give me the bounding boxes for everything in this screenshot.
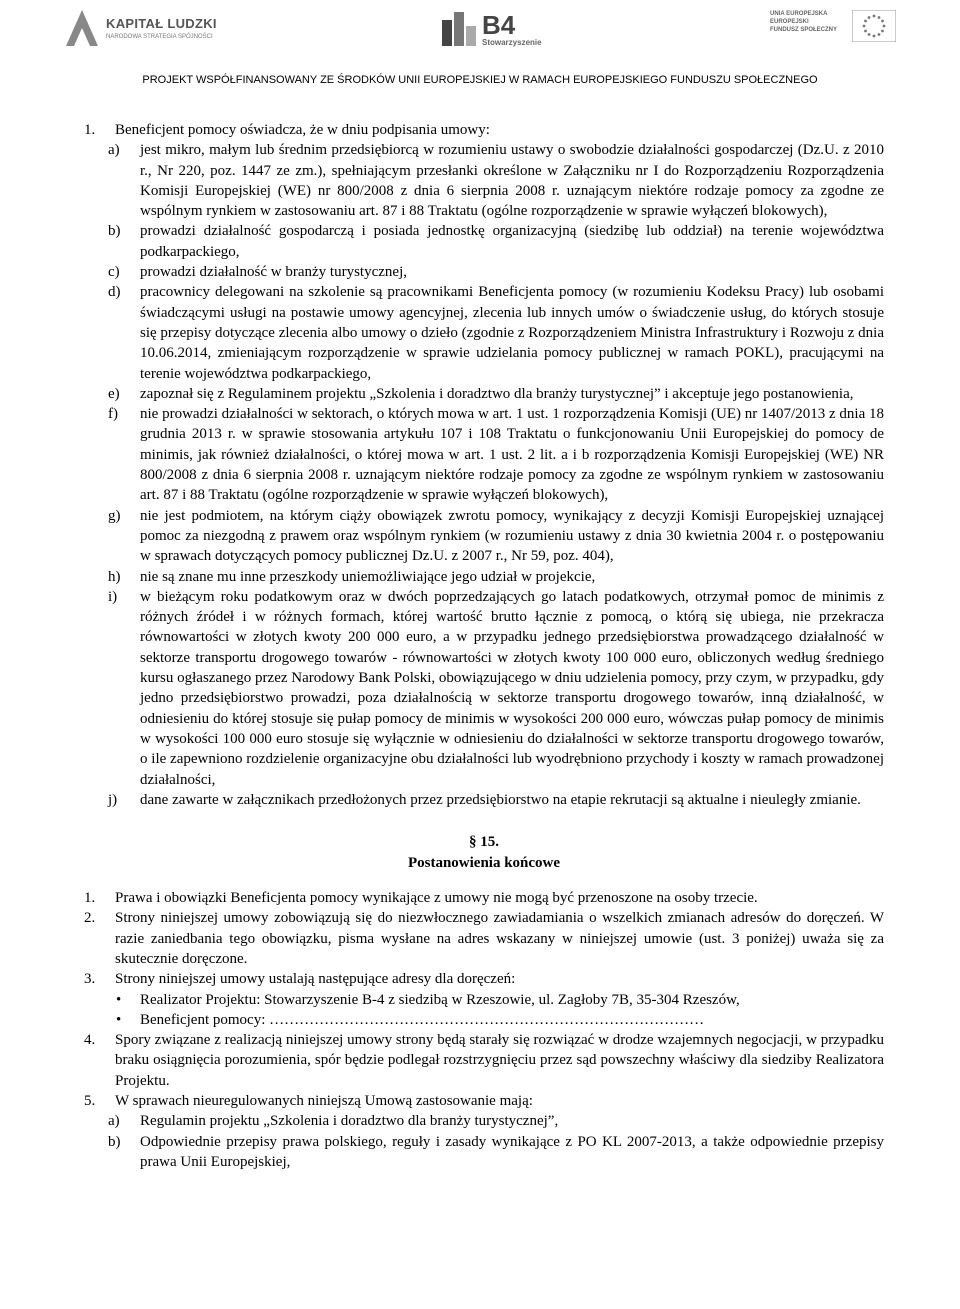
- eu-flag-icon: [852, 10, 896, 42]
- bullet-icon: •: [116, 1011, 122, 1028]
- list-number: 5.: [84, 1093, 96, 1110]
- bullet-item: [84, 1010, 884, 1030]
- subitem-text: prowadzi działalność w branży turystycznej,: [140, 264, 407, 281]
- list-number: 4.: [84, 1032, 96, 1049]
- list-subitem: [84, 506, 884, 567]
- logo-center-title: B4: [482, 10, 516, 40]
- subitem-text: w bieżącym roku podatkowym oraz w dwóch poprzedzających go latach podatkowych, otrzymał pomoc de minimis z różnych źródeł i w różnych formach, której wartość brutto łącznie z pomocą, o którą się ubiega, nie przekracza równowartości w złotych kwoty 200 000 euro, a w przypadku jednego przedsiębiorstwa prowadzącego działalność w sektorze transportu drogowego towarów - równowartości w złotych kwoty 100 000 euro, obliczonych według średniego kursu ogłaszanego przez Narodowy Bank Polski, obowiązującego w dniu udzielenia pomocy, przy czym, w przypadku, gdy jedno przedsiębiorstwo prowadzi, poza działalnością w sektorze transportu drogowego towarów, inną działalność, w odniesieniu do której stosuje się pułap pomocy de minimis w wysokości 200 000 euro, wówczas pułap pomocy de minimis w wysokości 100 000 euro stosuje się wyłącznie w odniesieniu do działalności w sektorze transportu drogowego towarów, o ile zapewniono rozdzielenie organizacyjne obu działalności lub wyodrębniono przychody i koszty w ramach prowadzonej działalności,: [140, 588, 884, 788]
- eu-logo: [770, 10, 900, 46]
- subitem-label: b): [108, 223, 121, 240]
- subitem-label: h): [108, 568, 121, 585]
- list-text: Prawa i obowiązki Beneficjenta pomocy wynikające z umowy nie mogą być przenoszone na osoby trzecie.: [115, 890, 758, 907]
- list-item: [84, 908, 884, 969]
- final-provisions-list: [84, 888, 884, 1172]
- section-number: § 15.: [469, 834, 499, 851]
- list-item: [84, 1091, 884, 1111]
- list-text: Strony niniejszej umowy ustalają następujące adresy dla doręczeń:: [115, 971, 516, 988]
- subitem-text: nie są znane mu inne przeszkody uniemożliwiające jego udział w projekcie,: [140, 568, 596, 585]
- subitem-label: j): [108, 791, 118, 808]
- kapital-ludzki-logo: [62, 6, 232, 50]
- list-subitem: [84, 404, 884, 505]
- list-item: [84, 1030, 884, 1091]
- list-number: 1.: [84, 890, 96, 907]
- list-subitem: [84, 1111, 884, 1131]
- list-text: Spory związane z realizacją niniejszej umowy strony będą starały się rozwiązać w drodze wzajemnych negocjacji, w przypadku braku osiągnięcia porozumienia, spór będzie podlegał rozstrzygnięciu przez sąd powszechny właściwy dla siedziby Realizatora Projektu.: [115, 1032, 884, 1089]
- subitem-text: nie prowadzi działalności w sektorach, o których mowa w art. 1 ust. 1 rozporządzenia Komisji (UE) nr 1407/2013 z dnia 18 grudnia 2013 r. w sprawie stosowania artykułu 107 i 108 Traktatu o funkcjonowaniu Unii Europejskiej do pomocy de minimis, jak również działalności, o której mowa w art. 1 ust. 2 lit. a i b rozporządzenia Komisji Europejskiej (WE) NR 800/2008 z dnia 6 sierpnia 2008 r. uznającym niektóre rodzaje pomocy za zgodne ze wspólnym rynkiem w zastosowaniu art. 87 i 88 Traktatu (ogólne rozporządzenie w sprawie wyłączeń blokowych),: [140, 406, 884, 504]
- section-title: Postanowienia końcowe: [407, 855, 561, 872]
- list-subitem: [84, 140, 884, 221]
- logo-left-title: KAPITAŁ LUDZKI: [106, 16, 217, 31]
- cofinancing-banner: PROJEKT WSPÓŁFINANSOWANY ZE ŚRODKÓW UNII EUROPEJSKIEJ W RAMACH EUROPEJSKIEGO FUNDUSZU SPOŁECZNEGO: [142, 74, 818, 86]
- list-number: 3.: [84, 971, 96, 988]
- subitem-text: pracownicy delegowani na szkolenie są pracownikami Beneficjenta pomocy (w rozumieniu Kodeksu Pracy) lub osobami świadczącymi usługi na postawie umowy agencyjnej, zlecenia lub innych umów o świadczenie usług, do których stosuje się przepisy dotyczące zlecenia albo umowy o dzieło (zgodnie z Rozporządzeniem Ministra Infrastruktury i Rozwoju z dnia 10.06.2014, zmieniającym rozporządzenie w sprawie udzielania pomocy publicznej w ramach POKL), pracującymi na terenie województwa podkarpackiego,: [140, 284, 884, 382]
- eu-logo-text: [770, 10, 837, 34]
- eu-logo-line1: UNIA EUROPEJSKA: [770, 11, 828, 17]
- logo-left-subtitle: NARODOWA STRATEGIA SPÓJNOŚCI: [106, 34, 213, 40]
- bullet-item: [84, 990, 884, 1010]
- list-subitem: [84, 567, 884, 587]
- page-header: [0, 0, 960, 100]
- b4-emblem-icon: [440, 8, 480, 48]
- subitem-label: c): [108, 264, 120, 281]
- kapital-ludzki-emblem-icon: [62, 6, 102, 50]
- subitem-text: nie jest podmiotem, na którym ciąży obowiązek zwrotu pomocy, wynikający z decyzji Komisji Europejskiej uznającej pomoc za niezgodną z prawem oraz wspólnym rynkiem (w rozumieniu ustawy z dnia 30 kwietnia 2004 r. o postępowaniu w sprawach dotyczących pomocy publicznej Dz.U. z 2007 r., Nr 59, poz. 404),: [140, 507, 884, 565]
- list-subitem: [84, 262, 884, 282]
- list-subitem: [84, 790, 884, 810]
- subitem-text: prowadzi działalność gospodarczą i posiada jednostkę organizacyjną (siedzibę lub oddział) na terenie województwa podkarpackiego,: [140, 223, 884, 260]
- list1-item: [84, 120, 884, 140]
- section-heading: [84, 832, 884, 874]
- list-subitem: [84, 221, 884, 262]
- subitem-label: d): [108, 284, 121, 301]
- list-item: [84, 888, 884, 908]
- list-text: W sprawach nieuregulowanych niniejszą Umową zastosowanie mają:: [115, 1093, 533, 1110]
- subitem-label: g): [108, 507, 121, 524]
- subitem-label: e): [108, 385, 120, 402]
- list-text: Strony niniejszej umowy zobowiązują się do niezwłocznego zawiadamiania o wszelkich zmianach adresów do doręczeń. W razie zaniedbania tego obowiązku, pisma wysłane na adres wskazany w niniejszej umowie (ust. 3 poniżej) uważa się za skutecznie doręczone.: [115, 910, 884, 967]
- subitem-text: dane zawarte w załącznikach przedłożonych przez przedsiębiorstwo na etapie rekrutacji są aktualne i nieuległy zmianie.: [140, 791, 861, 808]
- subitem-label: b): [108, 1133, 121, 1150]
- list-subitem: [84, 282, 884, 383]
- list-subitem: [84, 1132, 884, 1173]
- subitem-label: i): [108, 588, 118, 605]
- bullet-text: Realizator Projektu: Stowarzyszenie B-4 z siedzibą w Rzeszowie, ul. Zagłoby 7B, 35-304 Rzeszów,: [140, 991, 740, 1008]
- subitem-label: f): [108, 406, 118, 423]
- subitem-text: zapoznał się z Regulaminem projektu „Szkolenia i doradztwo dla branży turystycznej” i akceptuje jego postanowienia,: [140, 385, 854, 402]
- bullet-text: Beneficjent pomocy: ……………………………………………………………………………: [140, 1011, 705, 1028]
- subitem-label: a): [108, 142, 120, 159]
- subitem-text: Regulamin projektu „Szkolenia i doradztwo dla branży turystycznej”,: [140, 1113, 559, 1130]
- list-item: [84, 969, 884, 989]
- list-number: 2.: [84, 910, 96, 927]
- eu-logo-line3: FUNDUSZ SPOŁECZNY: [770, 27, 838, 33]
- document-body: [84, 120, 884, 1172]
- list-subitem: [84, 587, 884, 790]
- eu-logo-line2: EUROPEJSKI: [770, 19, 809, 25]
- subitem-label: a): [108, 1113, 120, 1130]
- bullet-icon: •: [116, 991, 122, 1008]
- list-subitem: [84, 384, 884, 404]
- b4-logo: [440, 8, 540, 52]
- subitem-text: jest mikro, małym lub średnim przedsiębiorcą w rozumieniu ustawy o swobodzie działalności gospodarczej (Dz.U. z 2010 r., Nr 220, poz. 1447 ze zm.), spełniającym przesłanki określone w Załączniku nr I do Rozporządzeniu Rozporządzenia Komisji Europejskiej (WE) nr 800/2008 z dnia 6 sierpnia 2008 r. uznającym niektóre rodzaje pomocy za zgodne ze wspólnym rynkiem w zastosowaniu art. 87 i 88 Traktatu (ogólne rozporządzenie w sprawie wyłączeń blokowych),: [140, 142, 884, 220]
- subitem-text: Odpowiednie przepisy prawa polskiego, reguły i zasady wynikające z PO KL 2007-2013, a także odpowiednie przepisy prawa Unii Europejskiej,: [140, 1133, 884, 1170]
- list1-subitems: [84, 140, 884, 810]
- list-text: Beneficjent pomocy oświadcza, że w dniu podpisania umowy:: [115, 122, 490, 138]
- list-number: 1.: [84, 122, 96, 138]
- logo-center-subtitle: Stowarzyszenie: [482, 38, 542, 47]
